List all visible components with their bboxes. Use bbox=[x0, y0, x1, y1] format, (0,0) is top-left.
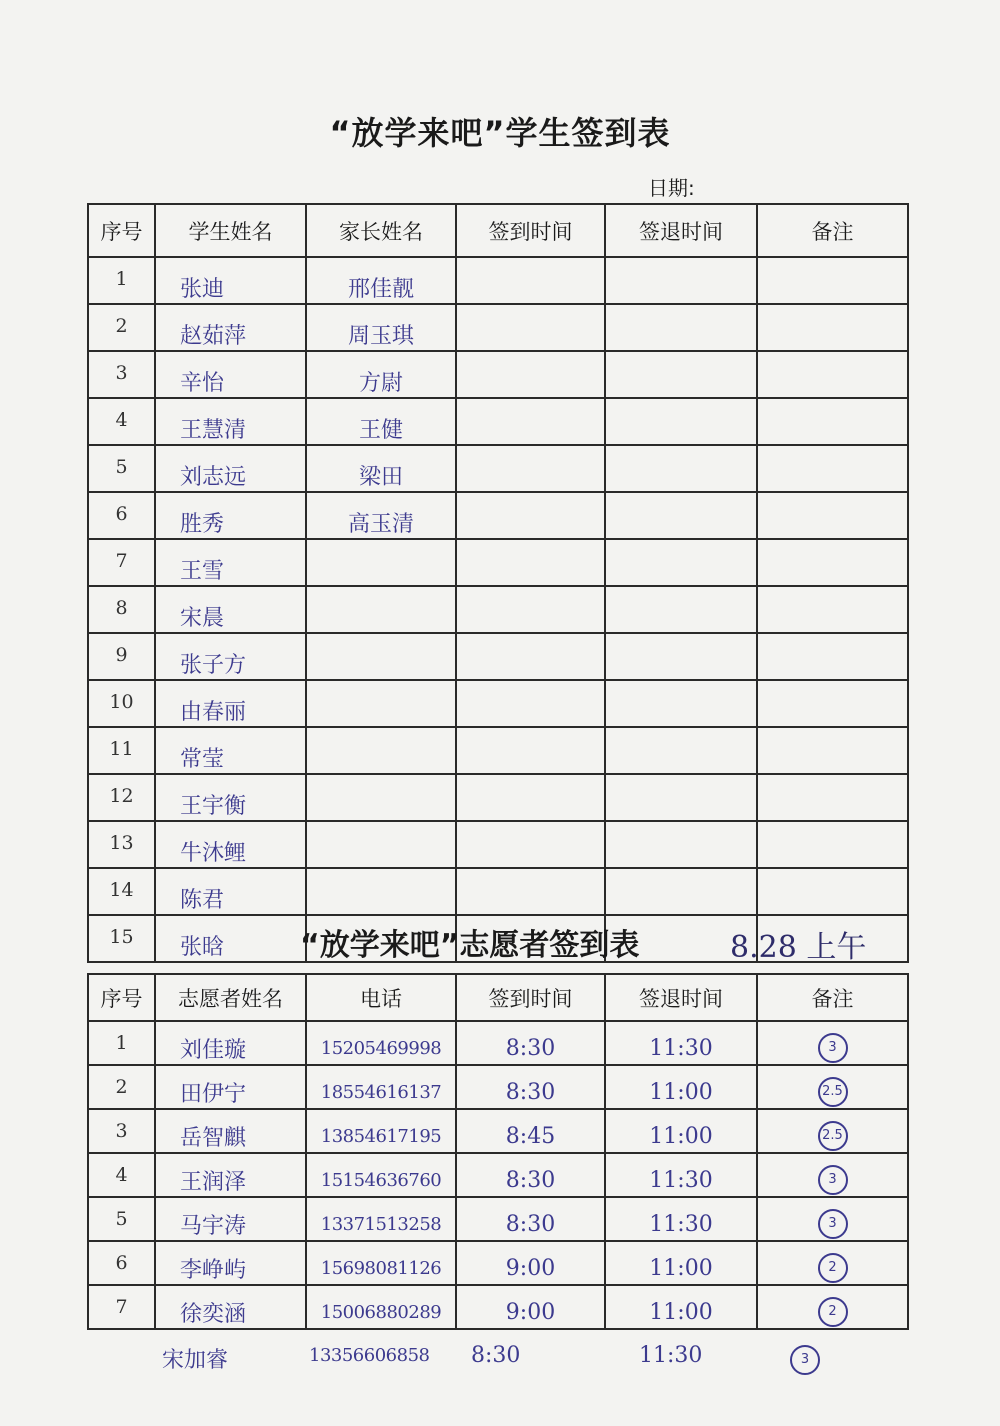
student-name-text: 张子方 bbox=[180, 653, 247, 678]
volunteer-name-cell bbox=[155, 1021, 306, 1065]
sign-out-time-text: 11:30 bbox=[649, 1035, 713, 1061]
header-row bbox=[88, 974, 908, 1021]
student-name-cell bbox=[155, 868, 306, 915]
parent-name-cell bbox=[306, 680, 456, 727]
parent-name-cell bbox=[306, 445, 456, 492]
remarks-cell bbox=[757, 727, 908, 774]
phone-text: 15698081126 bbox=[320, 1257, 442, 1279]
remarks-cell bbox=[757, 304, 908, 351]
col-header-sign-in-time: 签到时间 bbox=[456, 974, 605, 1021]
student-row bbox=[88, 633, 908, 680]
sign-out-time-text: 11:30 bbox=[649, 1167, 713, 1193]
student-name-cell bbox=[155, 351, 306, 398]
sign-in-time-cell bbox=[456, 1197, 605, 1241]
row-number: 7 bbox=[88, 539, 155, 586]
remarks-cell bbox=[757, 1197, 908, 1241]
row-number: 14 bbox=[88, 868, 155, 915]
sign-out-time-text: 11:00 bbox=[649, 1123, 713, 1149]
circled-hours-value: 2.5 bbox=[818, 1077, 848, 1107]
row-number: 8 bbox=[88, 586, 155, 633]
circled-hours-value: 3 bbox=[818, 1165, 848, 1195]
parent-name-text: 方尉 bbox=[358, 371, 403, 396]
col-header-remarks: 备注 bbox=[757, 204, 908, 257]
sign-in-time-text: 8:30 bbox=[505, 1167, 556, 1193]
remarks-cell bbox=[757, 1109, 908, 1153]
phone-text: 15205469998 bbox=[320, 1037, 442, 1059]
sign-in-time-cell bbox=[456, 257, 605, 304]
phone-cell bbox=[306, 1109, 456, 1153]
col-header-number: 序号 bbox=[88, 204, 155, 257]
circled-hours-value: 2.5 bbox=[818, 1121, 848, 1151]
remarks-cell bbox=[757, 492, 908, 539]
student-row bbox=[88, 492, 908, 539]
volunteer-row bbox=[88, 1021, 908, 1065]
extra-volunteer-name: 宋加睿 bbox=[162, 1348, 229, 1373]
sign-out-time-text: 11:00 bbox=[649, 1299, 713, 1325]
student-sheet-title: “放学来吧”学生签到表 bbox=[329, 114, 671, 152]
col-header-sign-in-time: 签到时间 bbox=[456, 204, 605, 257]
volunteer-name-text: 刘佳璇 bbox=[180, 1037, 247, 1063]
col-header-phone: 电话 bbox=[306, 974, 456, 1021]
student-name-text: 刘志远 bbox=[180, 465, 247, 490]
row-number: 12 bbox=[88, 774, 155, 821]
student-row bbox=[88, 586, 908, 633]
phone-text: 18554616137 bbox=[320, 1081, 442, 1103]
parent-name-text bbox=[307, 603, 455, 617]
student-name-cell bbox=[155, 445, 306, 492]
remarks-cell bbox=[757, 586, 908, 633]
parent-name-cell bbox=[306, 586, 456, 633]
phone-text: 13854617195 bbox=[320, 1125, 442, 1147]
sign-out-time-cell bbox=[605, 1021, 757, 1065]
parent-name-cell bbox=[306, 304, 456, 351]
parent-name-text bbox=[307, 744, 455, 758]
extra-volunteer-sign-in: 8:30 bbox=[471, 1343, 521, 1368]
volunteer-row bbox=[88, 1241, 908, 1285]
remarks-cell bbox=[757, 1241, 908, 1285]
remarks-cell bbox=[757, 1153, 908, 1197]
student-name-text: 王慧清 bbox=[180, 418, 247, 443]
parent-name-text: 周玉琪 bbox=[347, 324, 414, 349]
row-number: 6 bbox=[88, 1241, 155, 1285]
sign-in-time-cell bbox=[456, 633, 605, 680]
parent-name-cell bbox=[306, 633, 456, 680]
remarks-cell bbox=[757, 1285, 908, 1329]
sign-in-time-cell bbox=[456, 1109, 605, 1153]
student-row bbox=[88, 445, 908, 492]
sign-in-time-cell bbox=[456, 351, 605, 398]
sign-out-time-cell bbox=[605, 445, 757, 492]
remarks-cell bbox=[757, 680, 908, 727]
row-number: 5 bbox=[88, 1197, 155, 1241]
phone-cell bbox=[306, 1021, 456, 1065]
student-row bbox=[88, 821, 908, 868]
sign-out-time-cell bbox=[605, 351, 757, 398]
row-number: 2 bbox=[88, 1065, 155, 1109]
student-row bbox=[88, 398, 908, 445]
sign-out-time-cell bbox=[605, 727, 757, 774]
remarks-cell bbox=[757, 539, 908, 586]
volunteer-row bbox=[88, 1109, 908, 1153]
sign-in-time-cell bbox=[456, 492, 605, 539]
remarks-cell bbox=[757, 1065, 908, 1109]
handwritten-extra-row: 宋加睿 13356606858 8:30 11:30 3 bbox=[87, 1337, 907, 1381]
volunteer-name-cell bbox=[155, 1285, 306, 1329]
parent-name-cell bbox=[306, 774, 456, 821]
phone-text: 15006880289 bbox=[320, 1301, 442, 1323]
sign-out-time-cell bbox=[605, 774, 757, 821]
remarks-cell bbox=[757, 774, 908, 821]
col-header-number: 序号 bbox=[88, 974, 155, 1021]
sign-in-time-text: 9:00 bbox=[505, 1299, 556, 1325]
sign-in-time-text: 8:30 bbox=[505, 1079, 556, 1105]
parent-name-text bbox=[307, 697, 455, 711]
student-name-text: 王雪 bbox=[180, 559, 225, 584]
student-name-text: 宋晨 bbox=[180, 606, 225, 631]
remarks-cell bbox=[757, 1021, 908, 1065]
sign-out-time-text: 11:00 bbox=[649, 1255, 713, 1281]
sign-out-time-cell bbox=[605, 868, 757, 915]
student-row bbox=[88, 539, 908, 586]
student-row bbox=[88, 680, 908, 727]
phone-cell bbox=[306, 1197, 456, 1241]
sign-out-time-cell bbox=[605, 1065, 757, 1109]
sign-in-time-cell bbox=[456, 1285, 605, 1329]
volunteer-name-text: 李峥屿 bbox=[180, 1257, 247, 1283]
extra-volunteer-phone: 13356606858 bbox=[309, 1345, 430, 1366]
student-name-text: 辛怡 bbox=[180, 371, 225, 396]
sign-out-time-cell bbox=[605, 821, 757, 868]
sign-out-time-cell bbox=[605, 398, 757, 445]
remarks-cell bbox=[757, 351, 908, 398]
parent-name-text: 王健 bbox=[358, 418, 403, 443]
parent-name-text bbox=[307, 556, 455, 570]
student-name-cell bbox=[155, 257, 306, 304]
parent-name-cell bbox=[306, 539, 456, 586]
date-label: 日期: bbox=[648, 176, 695, 200]
student-name-text: 赵茹萍 bbox=[180, 324, 247, 349]
row-number: 2 bbox=[88, 304, 155, 351]
sign-in-time-cell bbox=[456, 1241, 605, 1285]
student-name-text: 常莹 bbox=[180, 747, 225, 772]
sign-in-time-cell bbox=[456, 539, 605, 586]
row-number: 4 bbox=[88, 1153, 155, 1197]
sign-out-time-cell bbox=[605, 1109, 757, 1153]
volunteer-name-cell bbox=[155, 1065, 306, 1109]
volunteer-row bbox=[88, 1285, 908, 1329]
sign-out-time-cell bbox=[605, 257, 757, 304]
sign-out-time-cell bbox=[605, 680, 757, 727]
sign-in-time-cell bbox=[456, 1065, 605, 1109]
parent-name-text bbox=[307, 650, 455, 664]
parent-name-text: 邢佳靓 bbox=[347, 277, 414, 302]
sign-in-time-cell bbox=[456, 398, 605, 445]
row-number: 5 bbox=[88, 445, 155, 492]
col-header-sign-out-time: 签退时间 bbox=[605, 974, 757, 1021]
row-number: 4 bbox=[88, 398, 155, 445]
remarks-cell bbox=[757, 821, 908, 868]
volunteer-sign-in-table bbox=[87, 973, 909, 1330]
sign-in-time-text: 8:30 bbox=[505, 1035, 556, 1061]
sign-out-time-cell bbox=[605, 304, 757, 351]
circled-hours-value: 2 bbox=[818, 1297, 848, 1327]
parent-name-cell bbox=[306, 492, 456, 539]
student-name-cell bbox=[155, 398, 306, 445]
student-name-cell bbox=[155, 774, 306, 821]
sign-in-time-text: 9:00 bbox=[505, 1255, 556, 1281]
remarks-cell bbox=[757, 398, 908, 445]
sign-out-time-text: 11:00 bbox=[649, 1079, 713, 1105]
parent-name-text bbox=[307, 791, 455, 805]
student-name-cell bbox=[155, 633, 306, 680]
header-row bbox=[88, 204, 908, 257]
student-name-text: 张晗 bbox=[180, 935, 225, 960]
parent-name-text: 高玉清 bbox=[347, 512, 414, 537]
col-header-student-name: 学生姓名 bbox=[155, 204, 306, 257]
volunteer-name-cell bbox=[155, 1109, 306, 1153]
volunteer-name-cell bbox=[155, 1241, 306, 1285]
phone-cell bbox=[306, 1241, 456, 1285]
sign-in-time-cell bbox=[456, 586, 605, 633]
parent-name-cell bbox=[306, 727, 456, 774]
col-header-sign-out-time: 签退时间 bbox=[605, 204, 757, 257]
student-row bbox=[88, 351, 908, 398]
sign-out-time-cell bbox=[605, 586, 757, 633]
volunteer-sheet-title: “放学来吧”志愿者签到表 bbox=[300, 928, 640, 963]
extra-volunteer-sign-out: 11:30 bbox=[639, 1343, 703, 1368]
circled-hours-value: 3 bbox=[818, 1209, 848, 1239]
remarks-cell bbox=[757, 257, 908, 304]
parent-name-cell bbox=[306, 351, 456, 398]
sign-out-time-cell bbox=[605, 492, 757, 539]
row-number: 6 bbox=[88, 492, 155, 539]
sign-in-time-cell bbox=[456, 1021, 605, 1065]
remarks-cell bbox=[757, 633, 908, 680]
student-name-text: 陈君 bbox=[180, 888, 225, 913]
row-number: 3 bbox=[88, 351, 155, 398]
volunteer-name-cell bbox=[155, 1197, 306, 1241]
sign-out-time-cell bbox=[605, 1285, 757, 1329]
student-name-text: 王宇衡 bbox=[180, 794, 247, 819]
phone-text: 15154636760 bbox=[320, 1169, 442, 1191]
row-number: 1 bbox=[88, 1021, 155, 1065]
remarks-cell bbox=[757, 445, 908, 492]
row-number: 3 bbox=[88, 1109, 155, 1153]
volunteer-row bbox=[88, 1065, 908, 1109]
row-number: 7 bbox=[88, 1285, 155, 1329]
student-row bbox=[88, 304, 908, 351]
student-row bbox=[88, 774, 908, 821]
sign-in-time-text: 8:45 bbox=[505, 1123, 556, 1149]
col-header-remarks: 备注 bbox=[757, 974, 908, 1021]
row-number: 10 bbox=[88, 680, 155, 727]
phone-cell bbox=[306, 1153, 456, 1197]
volunteer-row bbox=[88, 1153, 908, 1197]
circled-hours-value: 2 bbox=[818, 1253, 848, 1283]
student-name-cell bbox=[155, 915, 306, 962]
student-name-text: 张迪 bbox=[180, 277, 225, 302]
col-header-volunteer-name: 志愿者姓名 bbox=[155, 974, 306, 1021]
row-number: 15 bbox=[88, 915, 155, 962]
sign-out-time-cell bbox=[605, 1241, 757, 1285]
volunteer-name-text: 马宇涛 bbox=[180, 1213, 247, 1239]
sign-in-time-cell bbox=[456, 821, 605, 868]
sign-in-time-text: 8:30 bbox=[505, 1211, 556, 1237]
sign-out-time-cell bbox=[605, 1153, 757, 1197]
sign-out-time-cell bbox=[605, 633, 757, 680]
student-name-cell bbox=[155, 304, 306, 351]
parent-name-cell bbox=[306, 257, 456, 304]
sign-in-time-cell bbox=[456, 1153, 605, 1197]
student-name-cell bbox=[155, 727, 306, 774]
phone-text: 13371513258 bbox=[320, 1213, 442, 1235]
parent-name-text: 梁田 bbox=[358, 465, 403, 490]
sign-in-time-cell bbox=[456, 868, 605, 915]
volunteer-name-text: 徐奕涵 bbox=[180, 1301, 247, 1327]
phone-cell bbox=[306, 1065, 456, 1109]
student-name-text: 牛沐鲤 bbox=[180, 841, 247, 866]
student-name-text: 由春丽 bbox=[180, 700, 247, 725]
student-name-cell bbox=[155, 539, 306, 586]
parent-name-text bbox=[307, 838, 455, 852]
row-number: 1 bbox=[88, 257, 155, 304]
student-row bbox=[88, 727, 908, 774]
circled-hours-value: 3 bbox=[818, 1033, 848, 1063]
sign-out-time-cell bbox=[605, 539, 757, 586]
col-header-parent-name: 家长姓名 bbox=[306, 204, 456, 257]
student-name-cell bbox=[155, 586, 306, 633]
phone-cell bbox=[306, 1285, 456, 1329]
sign-in-time-cell bbox=[456, 727, 605, 774]
student-name-cell bbox=[155, 821, 306, 868]
sign-out-time-cell bbox=[605, 1197, 757, 1241]
volunteer-name-text: 王润泽 bbox=[180, 1169, 247, 1195]
volunteer-row bbox=[88, 1197, 908, 1241]
parent-name-cell bbox=[306, 821, 456, 868]
remarks-cell bbox=[757, 868, 908, 915]
sign-in-time-cell bbox=[456, 774, 605, 821]
handwritten-date-note: 8.28 上午 bbox=[730, 930, 867, 965]
parent-name-cell bbox=[306, 398, 456, 445]
volunteer-name-text: 田伊宁 bbox=[180, 1081, 247, 1107]
student-row bbox=[88, 257, 908, 304]
sign-out-time-text: 11:30 bbox=[649, 1211, 713, 1237]
sign-in-time-cell bbox=[456, 445, 605, 492]
row-number: 11 bbox=[88, 727, 155, 774]
student-name-text: 胜秀 bbox=[180, 512, 225, 537]
volunteer-name-text: 岳智麒 bbox=[180, 1125, 247, 1151]
student-row bbox=[88, 868, 908, 915]
student-name-cell bbox=[155, 492, 306, 539]
row-number: 9 bbox=[88, 633, 155, 680]
volunteer-name-cell bbox=[155, 1153, 306, 1197]
student-name-cell bbox=[155, 680, 306, 727]
student-sign-in-table bbox=[87, 203, 909, 963]
parent-name-cell bbox=[306, 868, 456, 915]
sign-in-time-cell bbox=[456, 680, 605, 727]
sign-in-time-cell bbox=[456, 304, 605, 351]
row-number: 13 bbox=[88, 821, 155, 868]
parent-name-text bbox=[307, 885, 455, 899]
